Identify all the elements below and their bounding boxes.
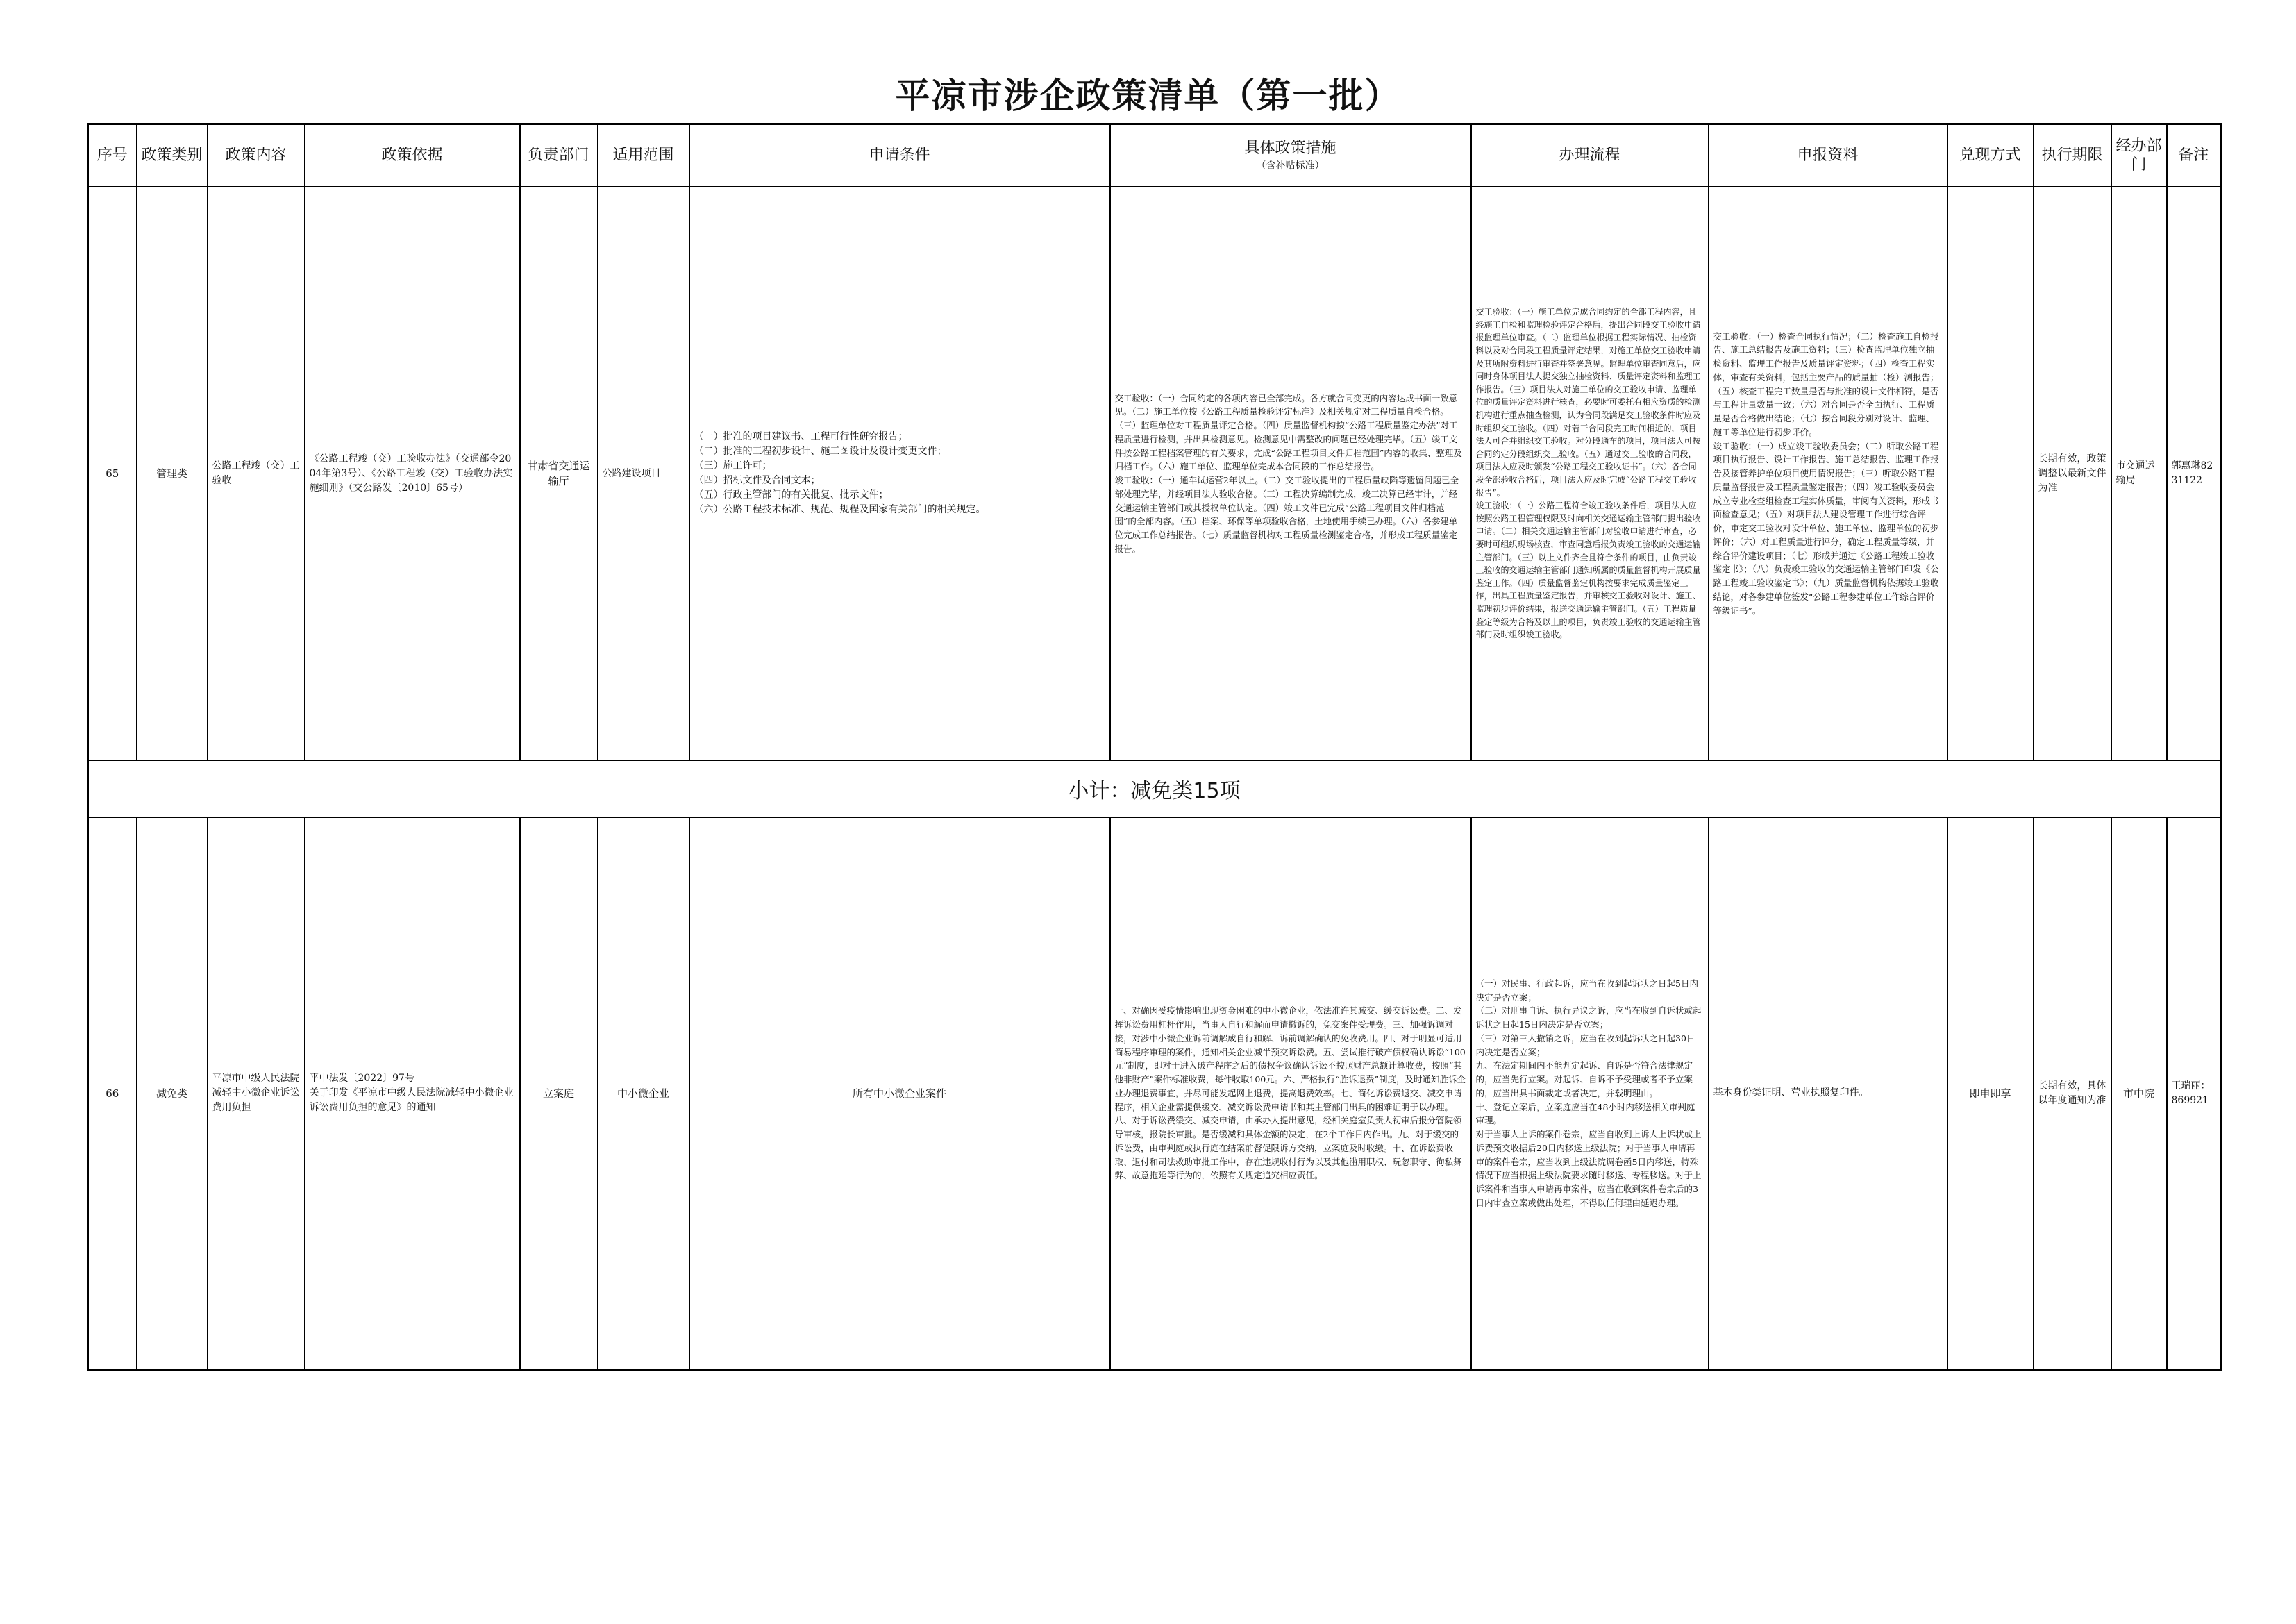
header-measures-label: 具体政策措施 <box>1244 139 1336 157</box>
cell-category: 管理类 <box>137 187 208 760</box>
cell-content: 平凉市中级人民法院减轻中小微企业诉讼费用负担 <box>208 817 305 1370</box>
cell-materials: 基本身份类证明、营业执照复印件。 <box>1709 817 1947 1370</box>
cell-process: （一）对民事、行政起诉，应当在收到起诉状之日起5日内决定是否立案； （二）对刑事自诉、执行异议之诉，应当在收到自诉状或起诉状之日起15日内决定是否立案； （三）对第三人撤销之诉，应当在收到起诉状之日起30日内决定是否立案； 九、在法定期间内不能判定起诉、自诉是否符合法律规定的，应当先行立案。对起诉、自诉不予受理或者不予立案的，应当出具书面裁定或者决定，并载明理由。 十、登记立案后，立案庭应当在48小时内移送相关审判庭审理。 对于当事人上诉的案件卷宗，应当自收到上诉人上诉状或上诉费预交收据后20日内移送上级法院；对于当事人申请再审的案件卷宗，应当收到上级法院调卷函5日内移送，特殊情况下应当根据上级法院要求随时移送、专程移送。对于上诉案件和当事人申请再审案件，应当在收到案件卷宗后的3日内审查立案或做出处理，不得以任何理由延迟办理。 <box>1471 817 1709 1370</box>
page-title: 平凉市涉企政策清单（第一批） <box>895 76 1401 116</box>
header-period: 执行期限 <box>2034 124 2111 187</box>
header-method: 兑现方式 <box>1947 124 2034 187</box>
cell-scope: 中小微企业 <box>598 817 689 1370</box>
header-department: 负责部门 <box>520 124 598 187</box>
header-measures-sub: （含补贴标准） <box>1256 160 1325 171</box>
header-category: 政策类别 <box>137 124 208 187</box>
header-measures <box>1110 124 1471 187</box>
cell-conditions: 所有中小微企业案件 <box>689 817 1110 1370</box>
cell-handling-dept: 市中院 <box>2111 817 2167 1370</box>
cell-measures: 交工验收：（一）合同约定的各项内容已全部完成。各方就合同变更的内容达成书面一致意见。（二）施工单位按《公路工程质量检验评定标准》及相关规定对工程质量自检合格。（三）监理单位对工程质量评定合格。（四）质量监督机构按“公路工程质量鉴定办法”对工程质量进行检测，并出具检测意见。检测意见中需整改的问题已经处理完毕。（五）竣工文件按公路工程档案管理的有关要求，完成“公路工程项目文件归档范围”内容的收集、整理及归档工作。（六）施工单位、监理单位完成本合同段的工作总结报告。 竣工验收：（一）通车试运营2年以上。（二）交工验收提出的工程质量缺陷等遗留问题已全部处理完毕，并经项目法人验收合格。（三）工程决算编制完成，竣工决算已经审计，并经交通运输主管部门或其授权单位认定。（四）竣工文件已完成“公路工程项目文件归档范围”的全部内容。（五）档案、环保等单项验收合格，土地使用手续已办理。（六）各参建单位完成工作总结报告。（七）质量监督机构对工程质量检测鉴定合格，并形成工程质量鉴定报告。 <box>1110 187 1471 760</box>
cell-period: 长期有效，政策调整以最新文件为准 <box>2034 187 2111 760</box>
cell-process: 交工验收：（一）施工单位完成合同约定的全部工程内容，且经施工自检和监理检验评定合格后，提出合同段交工验收申请报监理单位审查。（二）监理单位根据工程实际情况、抽检资料以及对合同段工程质量评定结果，对施工单位交工验收申请及其所附资料进行审查并签署意见。监理单位审查同意后，应同时身体项目法人提交独立抽检资料、质量评定资料和监理工作报告。（三）项目法人对施工单位的交工验收申请、监理单位的质量评定资料进行核查，必要时可委托有相应资质的检测机构进行重点抽查检测，认为合同段满足交工验收条件时应及时组织交工验收。（四）对若干合同段完工时间相近的，项目法人可合并组织交工验收。对分段通车的项目，项目法人可按合同约定分段组织交工验收。（五）通过交工验收的合同段，项目法人应及时颁发“公路工程交工验收证书”。（六）各合同段全部验收合格后，项目法人应及时完成“公路工程交工验收报告”。 竣工验收：（一）公路工程符合竣工验收条件后，项目法人应按照公路工程管理权限及时向相关交通运输主管部门提出验收申请。（二）相关交通运输主管部门对验收申请进行审查，必要时可组织现场核查，审查同意后报负责竣工验收的交通运输主管部门。（三）以上文件齐全且符合条件的项目，由负责竣工验收的交通运输主管部门通知所属的质量监督机构开展质量鉴定工作。（四）质量监督鉴定机构按要求完成质量鉴定工作，出具工程质量鉴定报告，并审核交工验收对设计、施工、监理初步评价结果，报送交通运输主管部门。（五）工程质量鉴定等级为合格及以上的项目，负责竣工验收的交通运输主管部门及时组织竣工验收。 <box>1471 187 1709 760</box>
cell-basis: 《公路工程竣（交）工验收办法》（交通部令2004年第3号）、《公路工程竣（交）工验收办法实施细则》（交公路发〔2010〕65号） <box>305 187 520 760</box>
cell-measures: 一、对确因受疫情影响出现资金困难的中小微企业，依法准许其减交、缓交诉讼费。二、发挥诉讼费用杠杆作用，当事人自行和解而申请撤诉的，免交案件受理费。三、加强诉调对接，对涉中小微企业诉前调解成自行和解、诉前调解确认的免收费用。四、对于明显可适用简易程序审理的案件，通知相关企业减半预交诉讼费。五、尝试推行破产债权确认诉讼“100元”制度，即对于进入破产程序之后的债权争议确认诉讼不按照财产总额计算收费，按照“其他非财产”案件标准收费，每件收取100元。六、严格执行“胜诉退费”制度，及时通知胜诉企业办理退费事宜，并尽可能发起网上退费，提高退费效率。七、简化诉讼费退交、减交申请程序，相关企业需提供缓交、减交诉讼费申请书和其主管部门出具的困难证明于以办理。八、对于诉讼费缓交、减交申请，由承办人提出意见，经相关庭室负责人初审后报分管院领导审核，报院长审批。是否缓减和具体金额的决定，在2个工作日内作出。九、对于缓交的诉讼费，由审判庭或执行庭在结案前督促限诉方交纳，立案庭及时收缴。十、在诉讼费收取、退付和司法救助审批工作中，存在违规收付行为以及其他滥用职权、玩忽职守、徇私舞弊、故意拖延等行为的，依照有关规定追究相应责任。 <box>1110 817 1471 1370</box>
header-materials: 申报资料 <box>1709 124 1947 187</box>
subtotal-label: 小计：减免类15项 <box>88 760 2221 817</box>
header-basis: 政策依据 <box>305 124 520 187</box>
cell-category: 减免类 <box>137 817 208 1370</box>
cell-department: 甘肃省交通运输厅 <box>520 187 598 760</box>
cell-basis: 平中法发〔2022〕97号 关于印发《平凉市中级人民法院减轻中小微企业诉讼费用负担的意见》的通知 <box>305 817 520 1370</box>
header-content: 政策内容 <box>208 124 305 187</box>
cell-seq: 66 <box>88 817 137 1370</box>
table-row <box>88 817 2221 1370</box>
cell-content: 公路工程竣（交）工验收 <box>208 187 305 760</box>
cell-method <box>1947 187 2034 760</box>
policy-table <box>87 123 2222 1371</box>
cell-department: 立案庭 <box>520 817 598 1370</box>
cell-materials: 交工验收：（一）检查合同执行情况；（二）检查施工自检报告、施工总结报告及施工资料；（三）检查监理单位独立抽检资料、监理工作报告及质量评定资料；（四）检查工程实体，审查有关资料，包括主要产品的质量抽（检）测报告；（五）核查工程完工数量是否与批准的设计文件相符，是否与工程计量数量一致；（六）对合同是否全面执行、工程质量是否合格做出结论；（七）按合同段分别对设计、监理、施工等单位进行初步评价。 竣工验收：（一）成立竣工验收委员会；（二）听取公路工程项目执行报告、设计工作报告、施工总结报告、监理工作报告及接管养护单位项目使用情况报告；（三）听取公路工程质量监督报告及工程质量鉴定报告；（四）竣工验收委员会成立专业检查组检查工程实体质量，审阅有关资料，形成书面检查意见；（五）对项目法人建设管理工作进行综合评价，审定交工验收对设计单位、施工单位、监理单位的初步评价；（六）对工程质量进行评分，确定工程质量等级，并综合评价建设项目；（七）形成并通过《公路工程竣工验收鉴定书》；（八）负责竣工验收的交通运输主管部门印发《公路工程竣工验收鉴定书》；（九）质量监督机构依据竣工验收结论，对各参建单位签发“公路工程参建单位工作综合评价等级证书”。 <box>1709 187 1947 760</box>
cell-method: 即申即享 <box>1947 817 2034 1370</box>
header-seq: 序号 <box>88 124 137 187</box>
header-conditions: 申请条件 <box>689 124 1110 187</box>
table-row <box>88 187 2221 760</box>
cell-scope: 公路建设项目 <box>598 187 689 760</box>
cell-handling-dept: 市交通运输局 <box>2111 187 2167 760</box>
header-remark: 备注 <box>2167 124 2221 187</box>
header-handling-dept: 经办部门 <box>2111 124 2167 187</box>
subtotal-row <box>88 760 2221 817</box>
header-scope: 适用范围 <box>598 124 689 187</box>
header-process: 办理流程 <box>1471 124 1709 187</box>
cell-remark: 郭惠琳8231122 <box>2167 187 2221 760</box>
cell-period: 长期有效，具体以年度通知为准 <box>2034 817 2111 1370</box>
cell-conditions: （一）批准的项目建议书、工程可行性研究报告； （二）批准的工程初步设计、施工图设计及设计变更文件； （三）施工许可； （四）招标文件及合同文本； （五）行政主管部门的有关批复、批示文件； （六）公路工程技术标准、规范、规程及国家有关部门的相关规定。 <box>689 187 1110 760</box>
cell-remark: 王瑞丽：869921 <box>2167 817 2221 1370</box>
table-header-row <box>88 124 2221 187</box>
cell-seq: 65 <box>88 187 137 760</box>
